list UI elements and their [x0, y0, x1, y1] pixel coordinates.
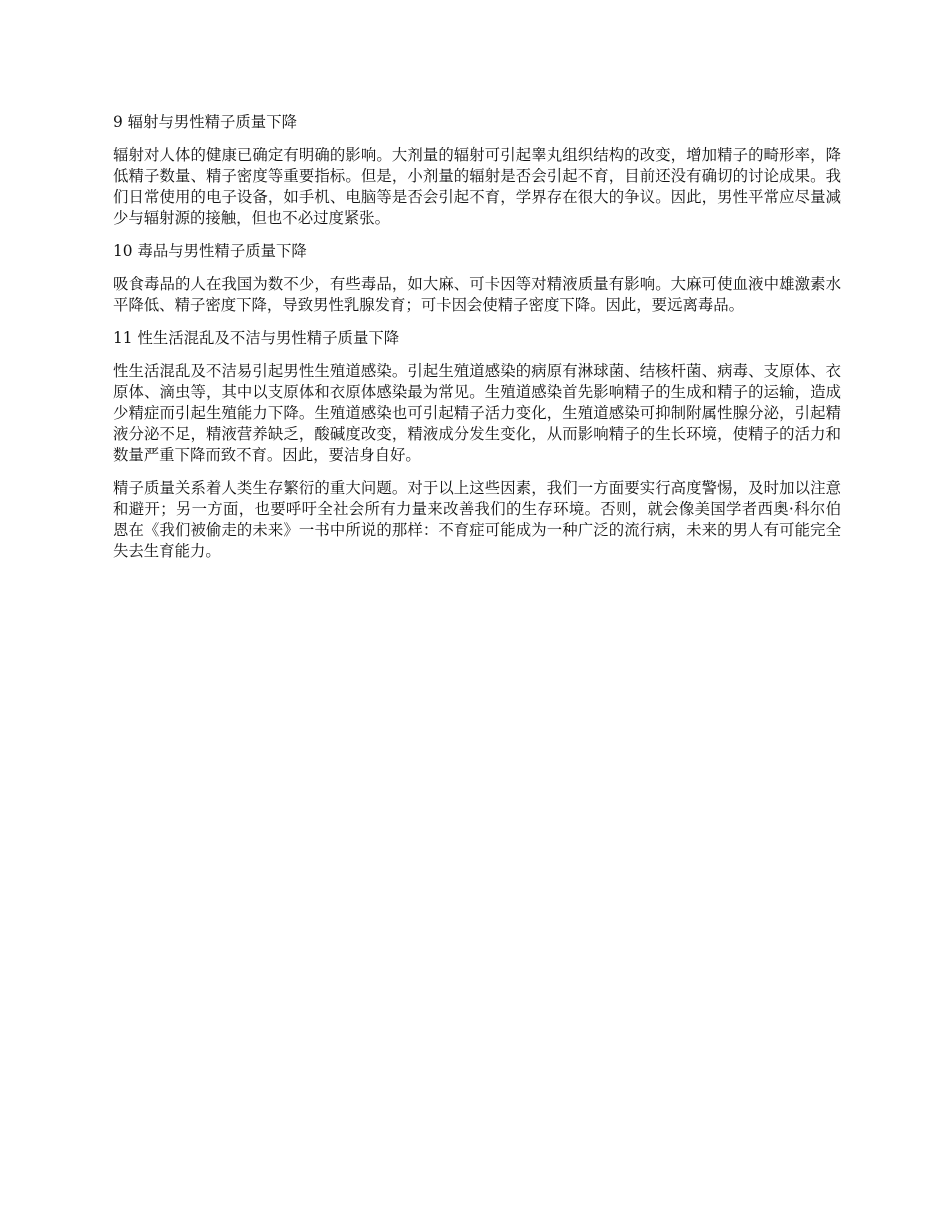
document-page	[113, 112, 841, 574]
section-heading-radiation: 9 辐射与男性精子质量下降	[113, 113, 297, 131]
section-heading-drugs: 10 毒品与男性精子质量下降	[113, 242, 307, 260]
section-paragraph-sexual-hygiene: 性生活混乱及不洁易引起男性生殖道感染。引起生殖道感染的病原有淋球菌、结核杆菌、病毒、支原体、衣原体、滴虫等，其中以支原体和衣原体感染最为常见。生殖道感染首先影响精子的生成和精子的运输，造成少精症而引起生殖能力下降。生殖道感染也可引起精子活力变化，生殖道感染可抑制附属性腺分泌，引起精液分泌不足，精液营养缺乏，酸碱度改变，精液成分发生变化，从而影响精子的生长环境，使精子的活力和数量严重下降而致不育。因此，要洁身自好。	[113, 362, 841, 464]
closing-paragraph: 精子质量关系着人类生存繁衍的重大问题。对于以上这些因素，我们一方面要实行高度警惕，及时加以注意和避开；另一方面，也要呼吁全社会所有力量来改善我们的生存环境。否则，就会像美国学者西奥·科尔伯恩在《我们被偷走的未来》一书中所说的那样：不育症可能成为一种广泛的流行病，未来的男人有可能完全失去生育能力。	[113, 479, 841, 560]
section-heading-sexual-hygiene: 11 性生活混乱及不洁与男性精子质量下降	[113, 329, 400, 347]
section-paragraph-drugs: 吸食毒品的人在我国为数不少，有些毒品，如大麻、可卡因等对精液质量有影响。大麻可使血液中雄激素水平降低、精子密度下降，导致男性乳腺发育；可卡因会使精子密度下降。因此，要远离毒品。	[113, 275, 841, 314]
section-paragraph-radiation: 辐射对人体的健康已确定有明确的影响。大剂量的辐射可引起睾丸组织结构的改变，增加精子的畸形率，降低精子数量、精子密度等重要指标。但是，小剂量的辐射是否会引起不育，目前还没有确切的讨论成果。我们日常使用的电子设备，如手机、电脑等是否会引起不育，学界存在很大的争议。因此，男性平常应尽量减少与辐射源的接触，但也不必过度紧张。	[113, 146, 841, 227]
